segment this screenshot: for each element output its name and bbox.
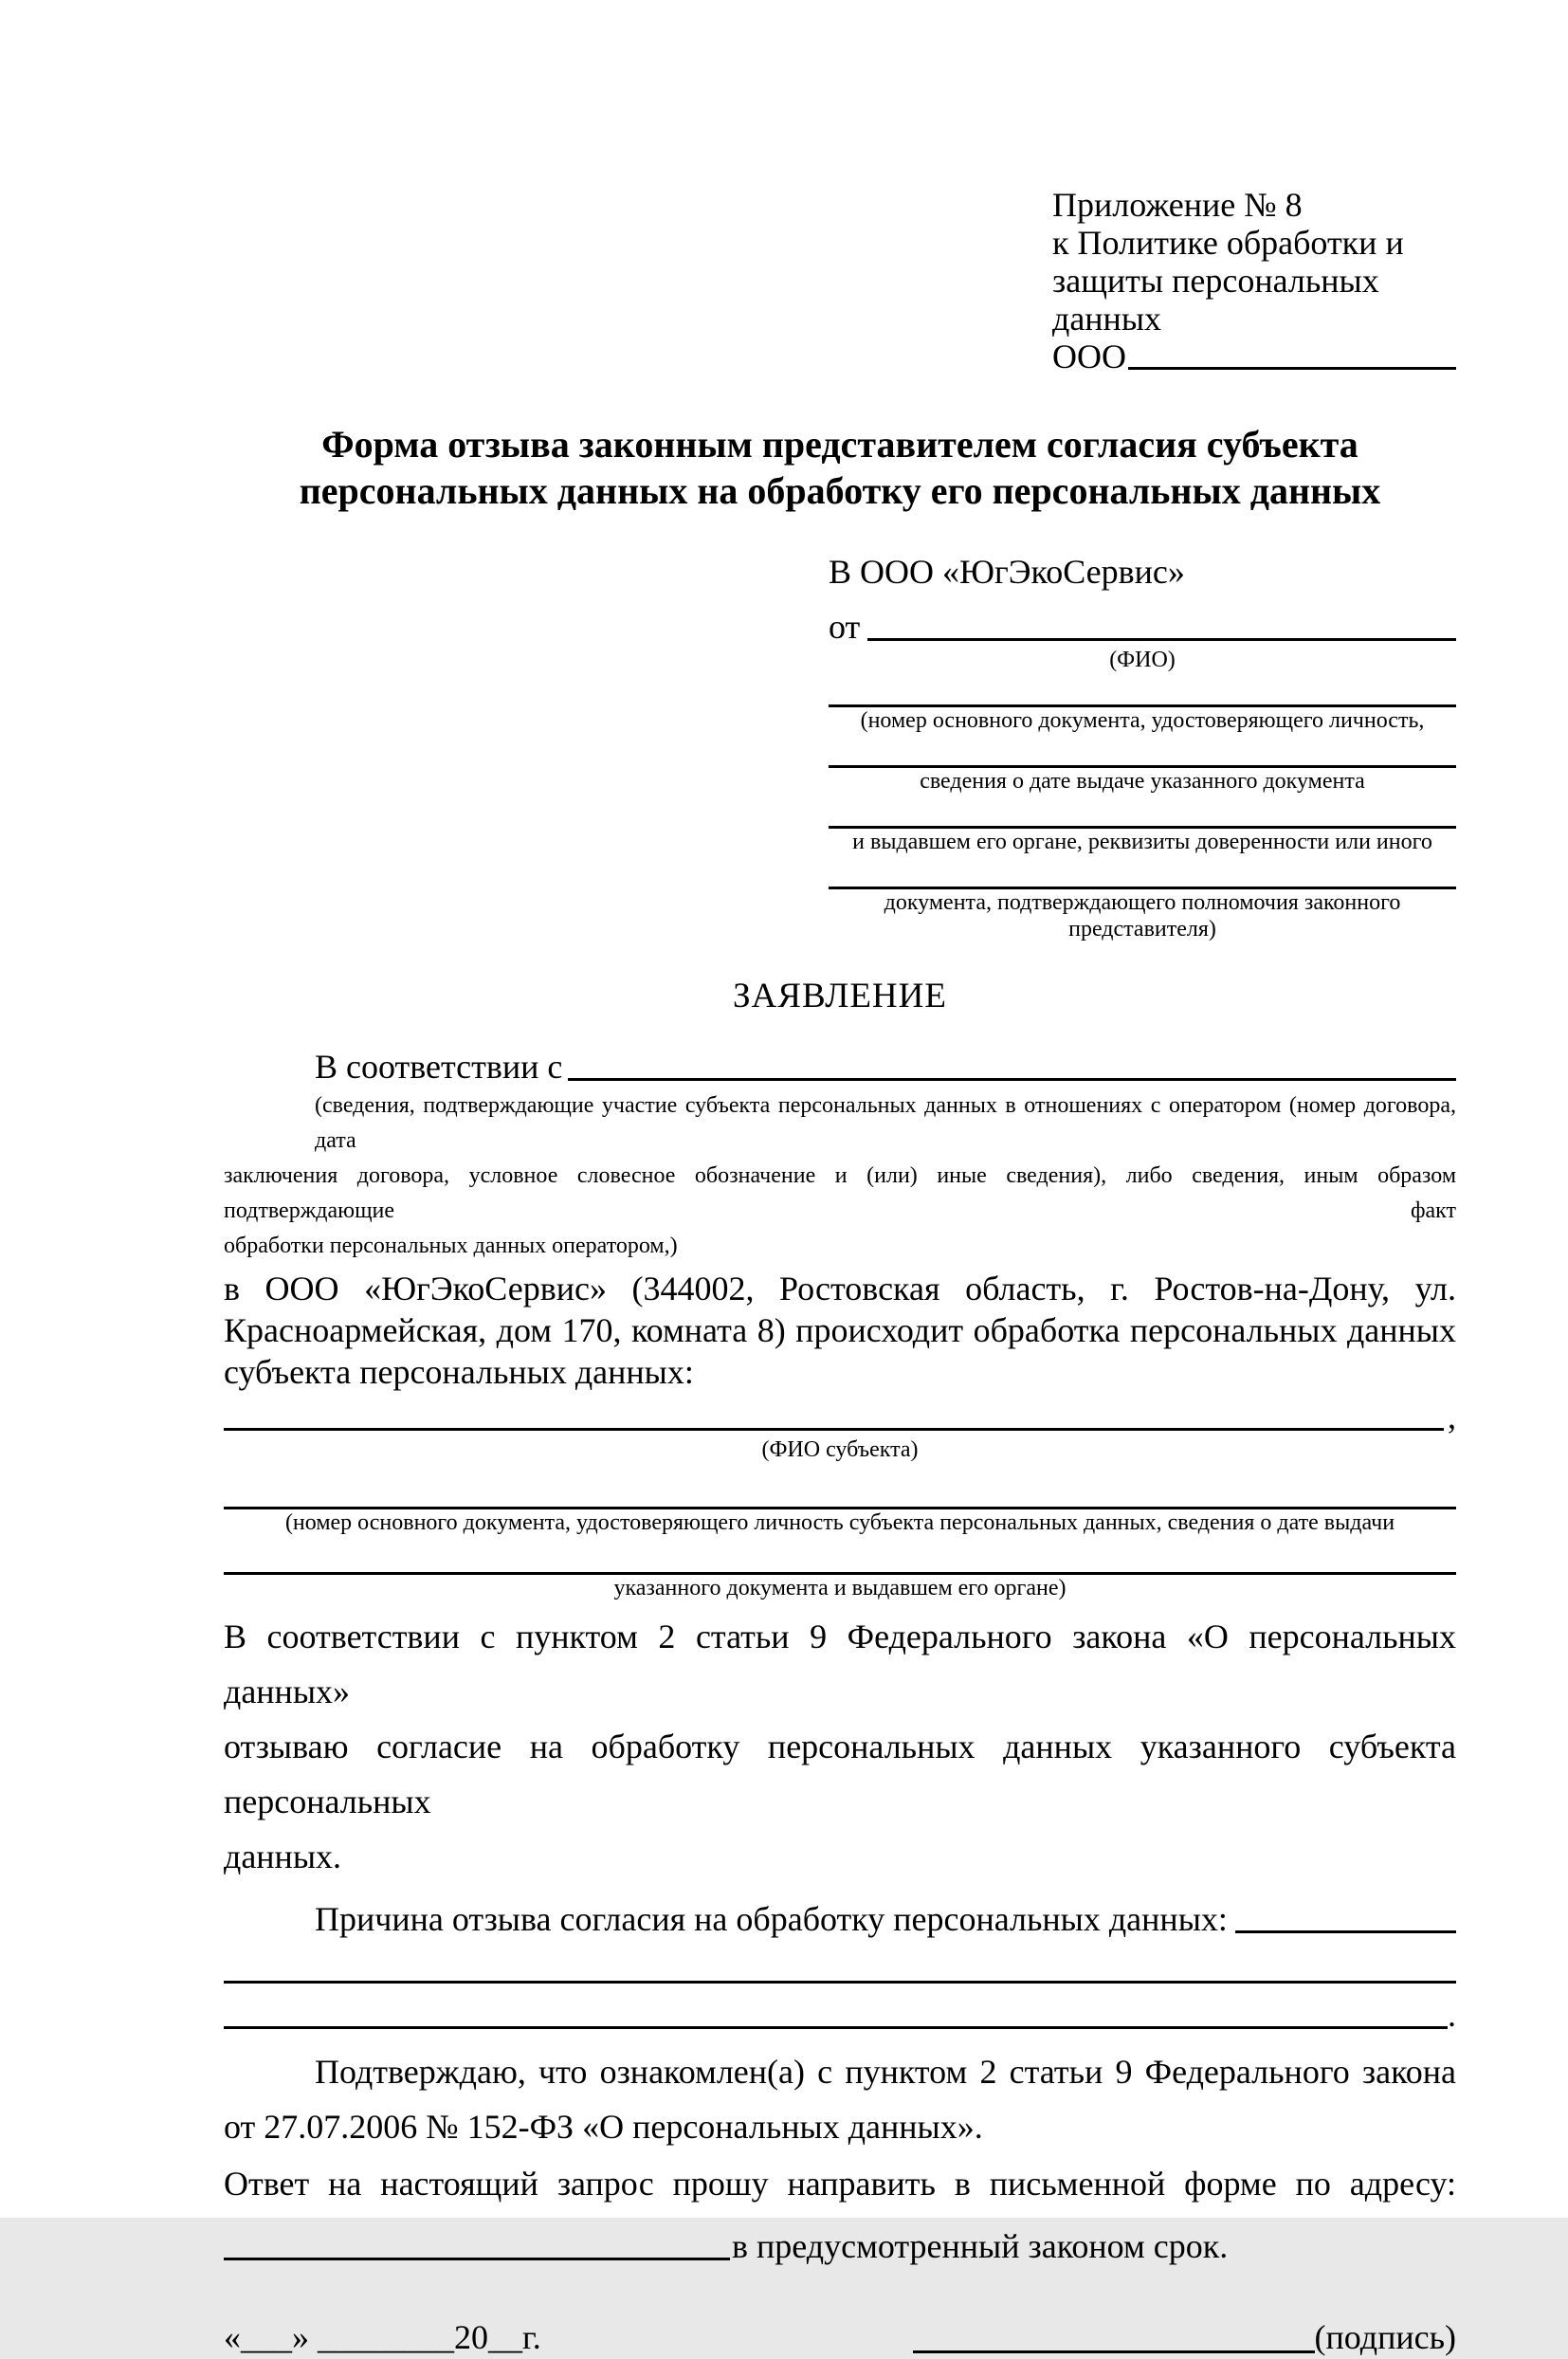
representative-doc-field-2 xyxy=(829,734,1456,795)
representative-doc-blank-3 xyxy=(829,795,1456,829)
from-label: от xyxy=(829,608,861,646)
reply-line-1: Ответ на настоящий запрос прошу направить в письменной форме по адресу: xyxy=(224,2165,1456,2203)
intro-row xyxy=(224,1041,1456,1087)
note-line-3: обработки персональных данных оператором,) xyxy=(224,1234,678,1258)
statement-heading: ЗАЯВЛЕНИЕ xyxy=(733,977,947,1015)
representative-doc-field-4 xyxy=(829,855,1456,942)
confirm-line-2: от 27.07.2006 № 152-ФЗ «О персональных данных». xyxy=(224,2108,983,2146)
explanatory-note xyxy=(224,1088,1456,1264)
withdraw-line-2: отзываю согласие на обработку персональных данных указанного субъекта персональных xyxy=(224,1728,1456,1820)
appendix-line-1: Приложение № 8 xyxy=(1052,186,1303,224)
subject-doc-blank-1 xyxy=(224,1474,1456,1509)
addressee-block xyxy=(829,550,1456,942)
representative-doc-field-3 xyxy=(829,795,1456,855)
date-blank: «___» ________20__г. xyxy=(224,2318,541,2356)
note-line-2: заключения договора, условное словесное обозначение и (или) иные сведения), либо сведения, иным образом подтверждающие факт xyxy=(224,1163,1456,1223)
reply-address-row xyxy=(224,2211,1456,2266)
signature-caption: (подпись) xyxy=(1314,2318,1456,2356)
from-row xyxy=(829,603,1456,647)
representative-doc-blank-2 xyxy=(829,734,1456,768)
signature-group xyxy=(913,2315,1456,2359)
reason-row xyxy=(224,1884,1456,1939)
reason-period: . xyxy=(1448,1996,1456,2034)
operator-line-3: субъекта персональных данных: xyxy=(224,1353,694,1391)
reply-paragraph xyxy=(224,2156,1456,2266)
representative-doc-field-1 xyxy=(829,673,1456,734)
company-name-blank xyxy=(1128,367,1456,370)
subject-doc-caption-2: указанного документа и выдавшем его органе) xyxy=(613,1576,1067,1600)
subject-doc-caption-1: (номер основного документа, удостоверяющего личность субъекта персональных данных, сведения о дате выдачи xyxy=(284,1510,1395,1535)
subject-fio-caption: (ФИО субъекта) xyxy=(761,1437,919,1462)
representative-doc-blank-1 xyxy=(829,673,1456,707)
contract-info-blank xyxy=(568,1078,1456,1081)
reply-suffix: в предусмотренный законом срок. xyxy=(732,2227,1229,2265)
subject-fio-blank xyxy=(224,1428,1444,1431)
representative-doc-caption-4: документа, подтверждающего полномочия законного представителя) xyxy=(884,890,1401,942)
operator-line-1: в ООО «ЮгЭкоСервис» (344002, Ростовская область, г. Ростов-на-Дону, ул. xyxy=(224,1270,1456,1308)
appendix-block xyxy=(1052,186,1456,375)
withdraw-line-3: данных. xyxy=(224,1838,342,1875)
subject-doc-blank-2 xyxy=(224,1540,1456,1575)
confirm-line-1: Подтверждаю, что ознакомлен(а) с пунктом 2 статьи 9 Федерального закона xyxy=(315,2053,1456,2091)
representative-doc-blank-4 xyxy=(829,855,1456,889)
withdraw-paragraph xyxy=(224,1609,1456,1884)
fio-caption: (ФИО) xyxy=(1109,648,1176,672)
representative-doc-caption-2: сведения о дате выдаче указанного документа xyxy=(920,769,1365,794)
representative-fio-blank xyxy=(867,638,1456,641)
appendix-line-2: к Политике обработки и xyxy=(1052,224,1404,262)
appendix-line-3: защиты персональных данных xyxy=(1052,262,1379,338)
signature-blank xyxy=(913,2350,1315,2353)
operator-line-2: Красноармейская, дом 170, комната 8) происходит обработка персональных данных xyxy=(224,1311,1456,1349)
appendix-company-line xyxy=(1052,338,1456,375)
confirm-paragraph xyxy=(224,2044,1456,2154)
reason-prefix: Причина отзыва согласия на обработку персональных данных: xyxy=(315,1900,1228,1938)
company-prefix: ООО xyxy=(1052,338,1126,375)
reason-blank-line-2 xyxy=(224,2026,1448,2029)
addressee-organization: В ООО «ЮгЭкоСервис» xyxy=(829,553,1185,591)
reason-blank-inline xyxy=(1235,1930,1456,1933)
footer-row xyxy=(224,2315,1456,2359)
representative-doc-caption-3: и выдавшем его органе, реквизиты доверенности или иного xyxy=(852,830,1432,854)
reply-address-blank xyxy=(224,2258,730,2260)
reason-blank-line-1 xyxy=(224,1981,1456,1984)
representative-doc-caption-1: (номер основного документа, удостоверяющего личность, xyxy=(860,708,1425,733)
subject-fio-comma: , xyxy=(1448,1398,1456,1436)
note-line-1: (сведения, подтверждающие участие субъекта персональных данных в отношениях с оператором (номер договора, дата xyxy=(315,1093,1456,1153)
intro-prefix: В соответствии с xyxy=(315,1048,563,1086)
operator-paragraph xyxy=(224,1268,1456,1393)
withdraw-line-1: В соответствии с пунктом 2 статьи 9 Федерального закона «О персональных данных» xyxy=(224,1618,1456,1710)
subject-fio-row xyxy=(224,1399,1456,1436)
reason-blank-row-2 xyxy=(224,1997,1456,2035)
document-title: Форма отзыва законным представителем согласия субъекта персональных данных на обработку его персональных данных xyxy=(299,423,1381,512)
